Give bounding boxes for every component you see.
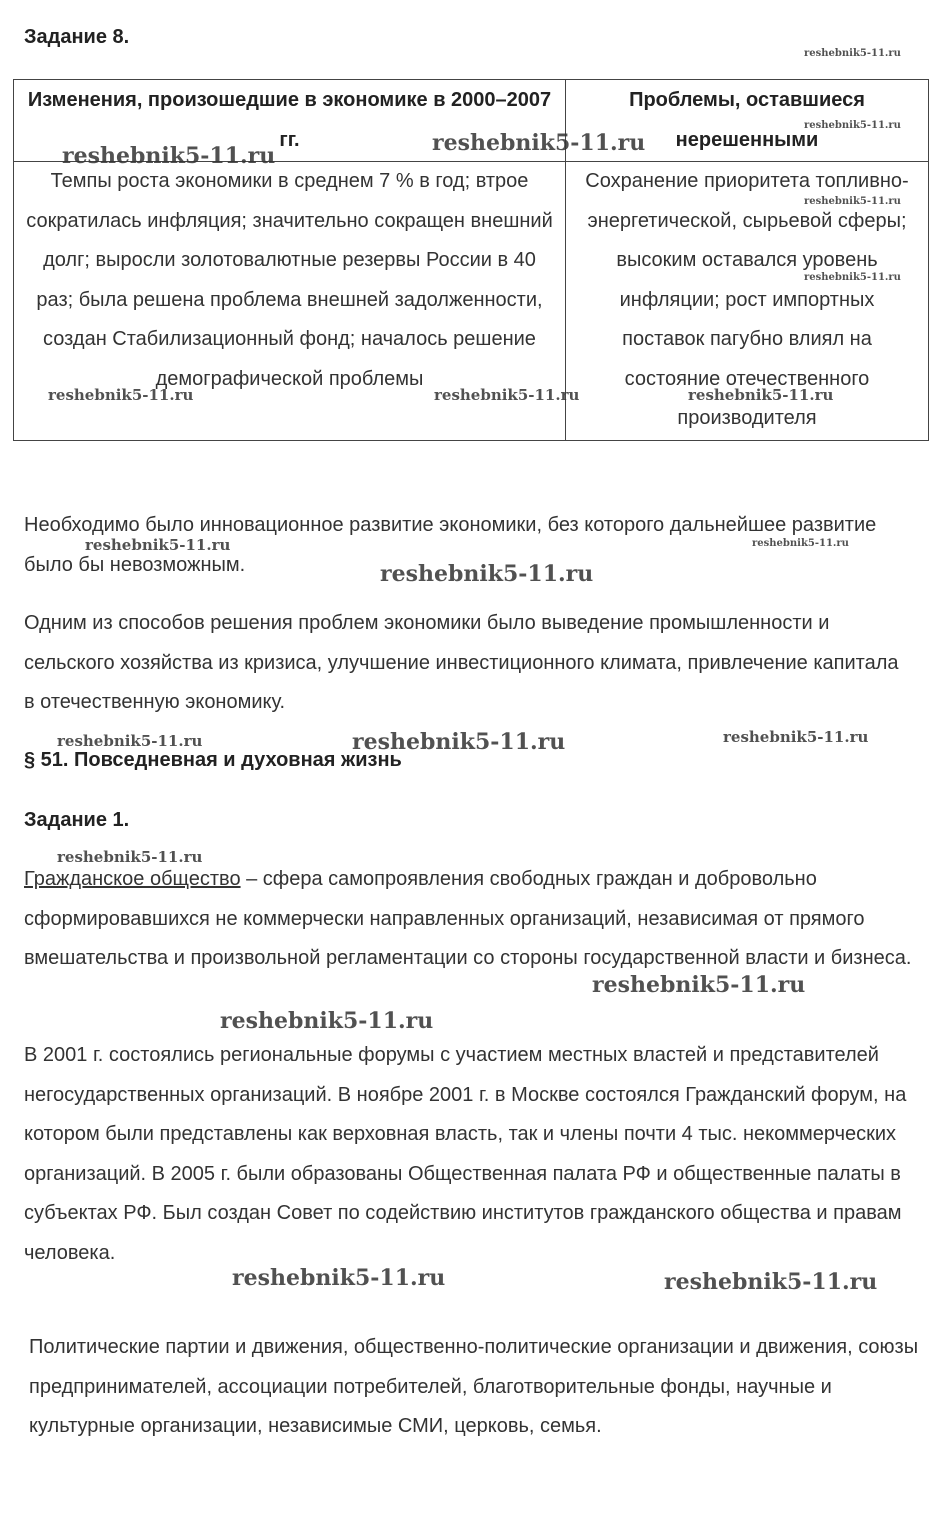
watermark: reshebnik5-11.ru xyxy=(57,848,203,866)
watermark: reshebnik5-11.ru xyxy=(352,729,566,755)
col1-body: Темпы роста экономики в среднем 7 % в год; втрое сократилась инфляция; значительно сокращен внешний долг; выросли золотовалютные резервы России в 40 раз; была решена проблема внешней задолженности, создан Стабилизационный фонд; началось решение демографической проблемы xyxy=(14,162,566,441)
watermark: reshebnik5-11.ru xyxy=(434,386,580,404)
task1-definition-paragraph xyxy=(24,860,914,979)
watermark: reshebnik5-11.ru xyxy=(48,386,194,404)
term-definition: – сфера самопроявления свободных граждан и добровольно сформировавшихся не коммерчески направленных организаций, независимая от прямого вмешательства и произвольной регламентации со стороны государственной власти и бизнеса. xyxy=(24,868,912,969)
watermark: reshebnik5-11.ru xyxy=(804,120,901,131)
watermark: reshebnik5-11.ru xyxy=(804,48,901,59)
col2-header: Проблемы, оставшиеся нерешенными xyxy=(566,80,929,162)
watermark: reshebnik5-11.ru xyxy=(220,1008,434,1034)
watermark: reshebnik5-11.ru xyxy=(752,538,849,549)
task8-heading: Задание 8. xyxy=(24,26,130,48)
watermark: reshebnik5-11.ru xyxy=(380,561,594,587)
watermark: reshebnik5-11.ru xyxy=(57,732,203,750)
watermark: reshebnik5-11.ru xyxy=(804,196,901,207)
task1-paragraph-1: В 2001 г. состоялись региональные форумы с участием местных властей и представителей негосударственных организаций. В ноябре 2001 г. в Москве состоялся Гражданский форум, на котором были представлены как верховная власть, так и члены почти 4 тыс. некоммерческих организаций. В 2005 г. были образованы Общественная палата РФ и общественные палаты в субъектах РФ. Был создан Совет по содействию институтов гражданского общества и правам человека. xyxy=(24,1044,907,1264)
section-title: § 51. Повседневная и духовная жизнь xyxy=(24,749,402,771)
table-row xyxy=(14,162,929,441)
task1-paragraph-2: Политические партии и движения, общественно-политические организации и движения, союзы предпринимателей, ассоциации потребителей, благотворительные фонды, научные и культурные организации, независимые СМИ, церковь, семья. xyxy=(29,1336,919,1437)
task8-paragraph-1: Необходимо было инновационное развитие экономики, без которого дальнейшее развитие было бы невозможным. xyxy=(24,514,877,576)
watermark: reshebnik5-11.ru xyxy=(85,536,231,554)
watermark: reshebnik5-11.ru xyxy=(664,1269,878,1295)
task8-paragraph-2: Одним из способов решения проблем экономики было выведение промышленности и сельского хозяйства из кризиса, улучшение инвестиционного климата, привлечение капитала в отечественную экономику. xyxy=(24,612,899,713)
watermark: reshebnik5-11.ru xyxy=(62,143,276,169)
watermark: reshebnik5-11.ru xyxy=(592,972,806,998)
watermark: reshebnik5-11.ru xyxy=(232,1265,446,1291)
economy-table xyxy=(13,79,929,441)
col2-body: Сохранение приоритета топливно-энергетической, сырьевой сферы; высоким оставался уровень инфляции; рост импортных поставок пагубно влиял на состояние отечественного производителя xyxy=(566,162,929,441)
table-header-row xyxy=(14,80,929,162)
task1-heading: Задание 1. xyxy=(24,809,130,831)
watermark: reshebnik5-11.ru xyxy=(432,130,646,156)
watermark: reshebnik5-11.ru xyxy=(688,386,834,404)
term-link[interactable]: Гражданское общество xyxy=(24,868,241,890)
col1-header: Изменения, произошедшие в экономике в 2000–2007 гг. xyxy=(14,80,566,162)
watermark: reshebnik5-11.ru xyxy=(723,728,869,746)
watermark: reshebnik5-11.ru xyxy=(804,272,901,283)
